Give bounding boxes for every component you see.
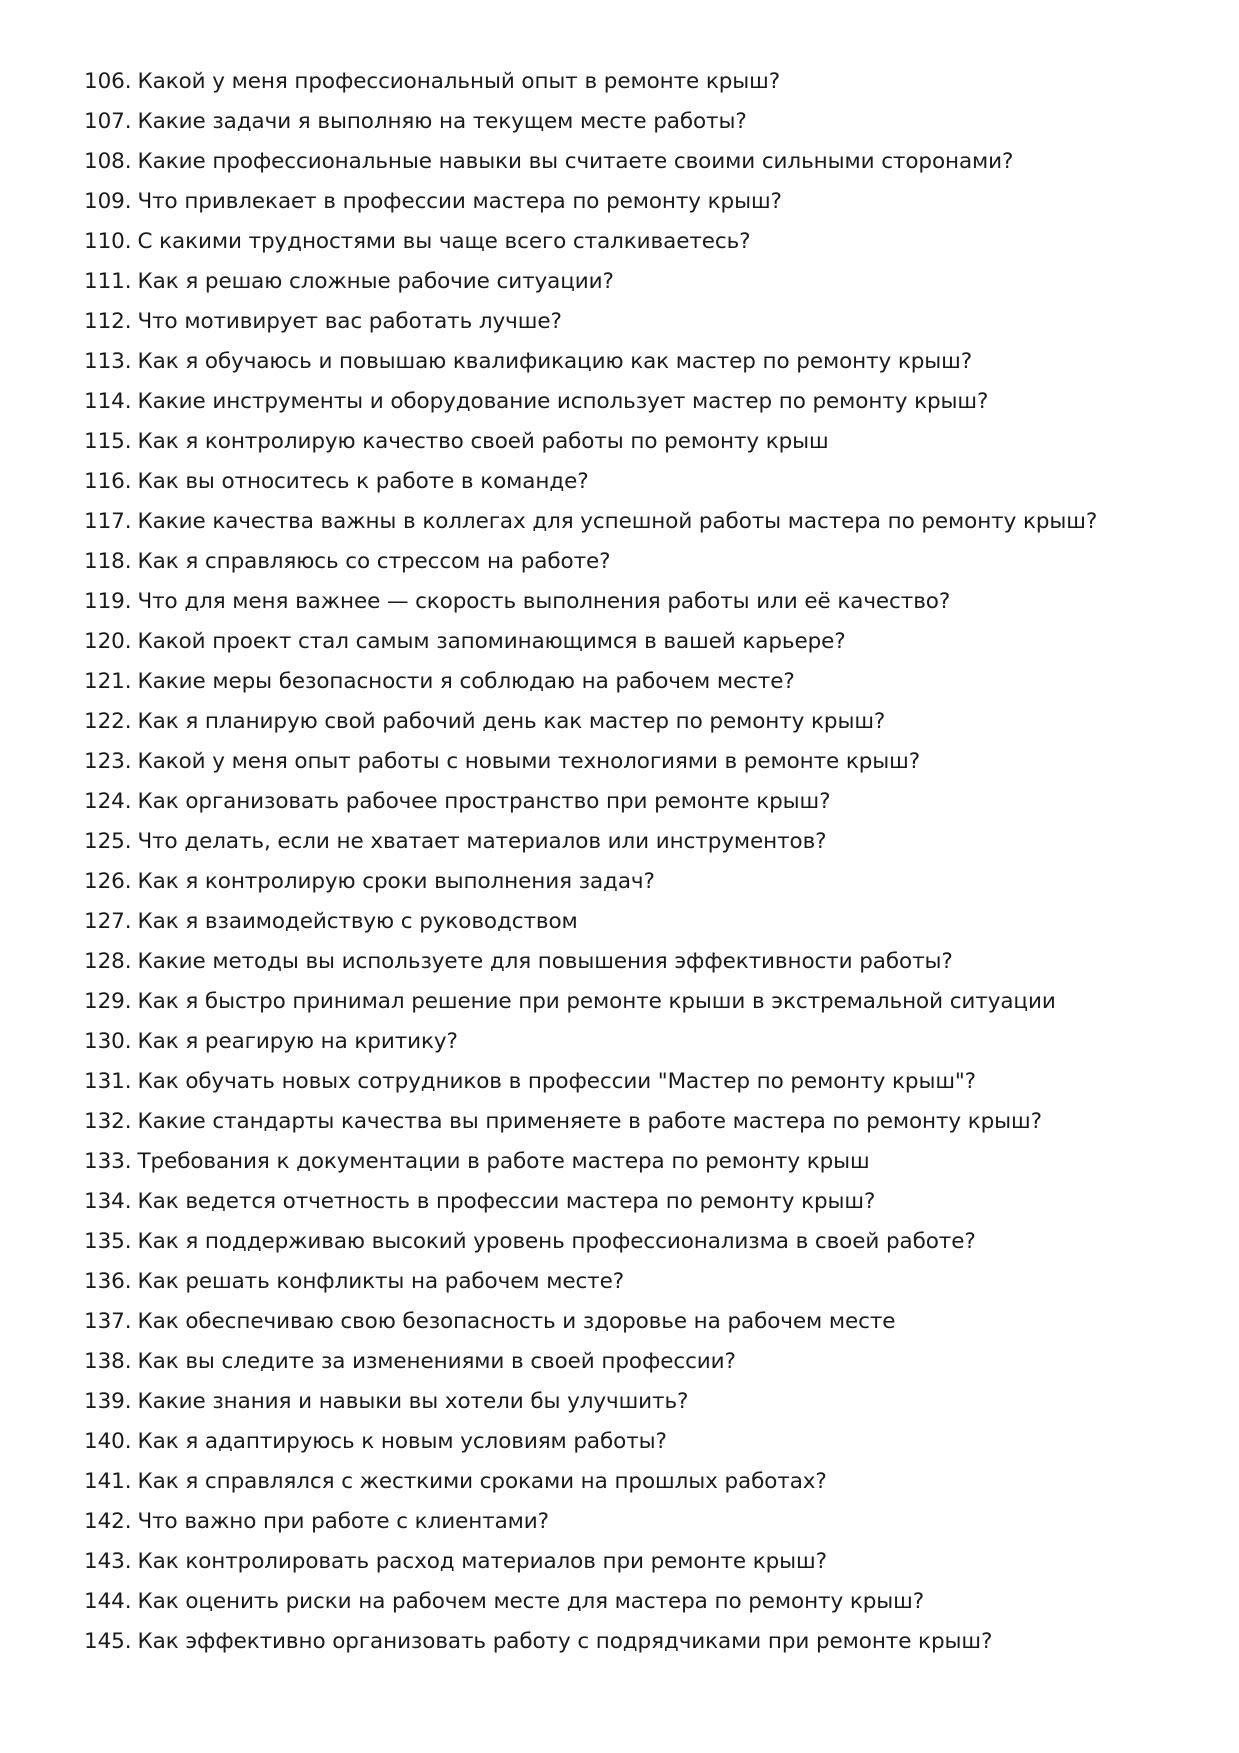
question-number: 116. [84, 469, 132, 494]
question-number: 126. [84, 869, 132, 894]
question-text: Какой проект стал самым запоминающимся в вашей карьере? [137, 629, 846, 654]
question-number: 142. [84, 1509, 132, 1534]
question-text: Как я быстро принимал решение при ремонте крыши в экстремальной ситуации [137, 989, 1056, 1014]
question-number: 133. [84, 1149, 132, 1174]
question-number: 137. [84, 1309, 132, 1334]
question-number: 117. [84, 509, 132, 534]
question-text: Какие задачи я выполняю на текущем месте работы? [137, 109, 747, 134]
question-number: 145. [84, 1629, 132, 1654]
question-text: Какие знания и навыки вы хотели бы улучшить? [137, 1389, 689, 1414]
list-item [84, 422, 1204, 462]
question-text: Как контролировать расход материалов при ремонте крыш? [137, 1549, 827, 1574]
question-text: Что мотивирует вас работать лучше? [137, 309, 562, 334]
list-item [84, 862, 1204, 902]
question-number: 135. [84, 1229, 132, 1254]
question-text: Что делать, если не хватает материалов или инструментов? [137, 829, 827, 854]
list-item [84, 262, 1204, 302]
question-text: Какие стандарты качества вы применяете в работе мастера по ремонту крыш? [137, 1109, 1042, 1134]
question-text: Как оценить риски на рабочем месте для мастера по ремонту крыш? [137, 1589, 925, 1614]
question-text: Что привлекает в профессии мастера по ремонту крыш? [137, 189, 782, 214]
question-number: 112. [84, 309, 132, 334]
list-item [84, 1182, 1204, 1222]
question-number: 127. [84, 909, 132, 934]
question-text: Что важно при работе с клиентами? [137, 1509, 549, 1534]
question-number: 140. [84, 1429, 132, 1454]
question-number: 141. [84, 1469, 132, 1494]
question-text: Как я решаю сложные рабочие ситуации? [137, 269, 614, 294]
question-text: Как я реагирую на критику? [137, 1029, 458, 1054]
list-item [84, 1582, 1204, 1622]
question-text: Как вы следите за изменениями в своей профессии? [137, 1349, 736, 1374]
question-text: Какие качества важны в коллегах для успешной работы мастера по ремонту крыш? [137, 509, 1098, 534]
question-text: Как обеспечиваю свою безопасность и здоровье на рабочем месте [137, 1309, 896, 1334]
list-item [84, 782, 1204, 822]
list-item [84, 462, 1204, 502]
list-item [84, 1022, 1204, 1062]
question-text: Какие инструменты и оборудование использует мастер по ремонту крыш? [137, 389, 989, 414]
question-number: 110. [84, 229, 132, 254]
question-number: 111. [84, 269, 132, 294]
question-number: 125. [84, 829, 132, 854]
list-item [84, 742, 1204, 782]
list-item [84, 902, 1204, 942]
question-text: Как эффективно организовать работу с подрядчиками при ремонте крыш? [137, 1629, 993, 1654]
list-item [84, 1462, 1204, 1502]
list-item [84, 382, 1204, 422]
question-number: 121. [84, 669, 132, 694]
list-item [84, 302, 1204, 342]
list-item [84, 1102, 1204, 1142]
question-text: Как я справляюсь со стрессом на работе? [137, 549, 611, 574]
question-number: 108. [84, 149, 132, 174]
question-number: 115. [84, 429, 132, 454]
list-item [84, 1142, 1204, 1182]
list-item [84, 1342, 1204, 1382]
question-text: Как организовать рабочее пространство при ремонте крыш? [137, 789, 831, 814]
list-item [84, 1262, 1204, 1302]
question-text: Какой у меня профессиональный опыт в ремонте крыш? [137, 69, 781, 94]
list-item [84, 662, 1204, 702]
question-number: 129. [84, 989, 132, 1014]
list-item [84, 942, 1204, 982]
list-item [84, 62, 1204, 102]
question-list [84, 62, 1204, 1662]
list-item [84, 1382, 1204, 1422]
question-number: 124. [84, 789, 132, 814]
question-number: 114. [84, 389, 132, 414]
list-item [84, 702, 1204, 742]
question-number: 138. [84, 1349, 132, 1374]
question-text: Как обучать новых сотрудников в профессии "Мастер по ремонту крыш"? [137, 1069, 976, 1094]
question-text: Как я справлялся с жесткими сроками на прошлых работах? [137, 1469, 827, 1494]
question-text: Какой у меня опыт работы с новыми технологиями в ремонте крыш? [137, 749, 921, 774]
question-number: 119. [84, 589, 132, 614]
question-text: Как я контролирую сроки выполнения задач? [137, 869, 655, 894]
list-item [84, 1542, 1204, 1582]
question-number: 143. [84, 1549, 132, 1574]
question-number: 109. [84, 189, 132, 214]
list-item [84, 1062, 1204, 1102]
question-number: 131. [84, 1069, 132, 1094]
question-number: 120. [84, 629, 132, 654]
list-item [84, 1502, 1204, 1542]
list-item [84, 102, 1204, 142]
question-number: 134. [84, 1189, 132, 1214]
question-text: Какие меры безопасности я соблюдаю на рабочем месте? [137, 669, 795, 694]
question-number: 107. [84, 109, 132, 134]
question-number: 122. [84, 709, 132, 734]
question-text: С какими трудностями вы чаще всего сталкиваетесь? [137, 229, 751, 254]
question-text: Как ведется отчетность в профессии мастера по ремонту крыш? [137, 1189, 876, 1214]
question-number: 123. [84, 749, 132, 774]
list-item [84, 142, 1204, 182]
question-number: 132. [84, 1109, 132, 1134]
question-text: Как вы относитесь к работе в команде? [137, 469, 589, 494]
list-item [84, 1302, 1204, 1342]
question-text: Как я планирую свой рабочий день как мастер по ремонту крыш? [137, 709, 886, 734]
question-text: Какие профессиональные навыки вы считаете своими сильными сторонами? [137, 149, 1014, 174]
question-number: 130. [84, 1029, 132, 1054]
list-item [84, 1422, 1204, 1462]
question-text: Как я поддерживаю высокий уровень профессионализма в своей работе? [137, 1229, 976, 1254]
list-item [84, 542, 1204, 582]
question-text: Что для меня важнее — скорость выполнения работы или её качество? [137, 589, 951, 614]
list-item [84, 1222, 1204, 1262]
question-text: Какие методы вы используете для повышения эффективности работы? [137, 949, 953, 974]
list-item [84, 502, 1204, 542]
question-text: Как я взаимодействую с руководством [137, 909, 578, 934]
list-item [84, 342, 1204, 382]
question-number: 144. [84, 1589, 132, 1614]
list-item [84, 1622, 1204, 1662]
question-number: 113. [84, 349, 132, 374]
question-text: Как решать конфликты на рабочем месте? [137, 1269, 625, 1294]
question-number: 136. [84, 1269, 132, 1294]
question-text: Требования к документации в работе мастера по ремонту крыш [137, 1149, 870, 1174]
question-number: 139. [84, 1389, 132, 1414]
list-item [84, 822, 1204, 862]
question-text: Как я обучаюсь и повышаю квалификацию как мастер по ремонту крыш? [137, 349, 973, 374]
list-item [84, 982, 1204, 1022]
question-text: Как я контролирую качество своей работы по ремонту крыш [137, 429, 829, 454]
question-number: 118. [84, 549, 132, 574]
list-item [84, 182, 1204, 222]
question-number: 106. [84, 69, 132, 94]
question-text: Как я адаптируюсь к новым условиям работы? [137, 1429, 667, 1454]
list-item [84, 582, 1204, 622]
list-item [84, 222, 1204, 262]
question-number: 128. [84, 949, 132, 974]
list-item [84, 622, 1204, 662]
